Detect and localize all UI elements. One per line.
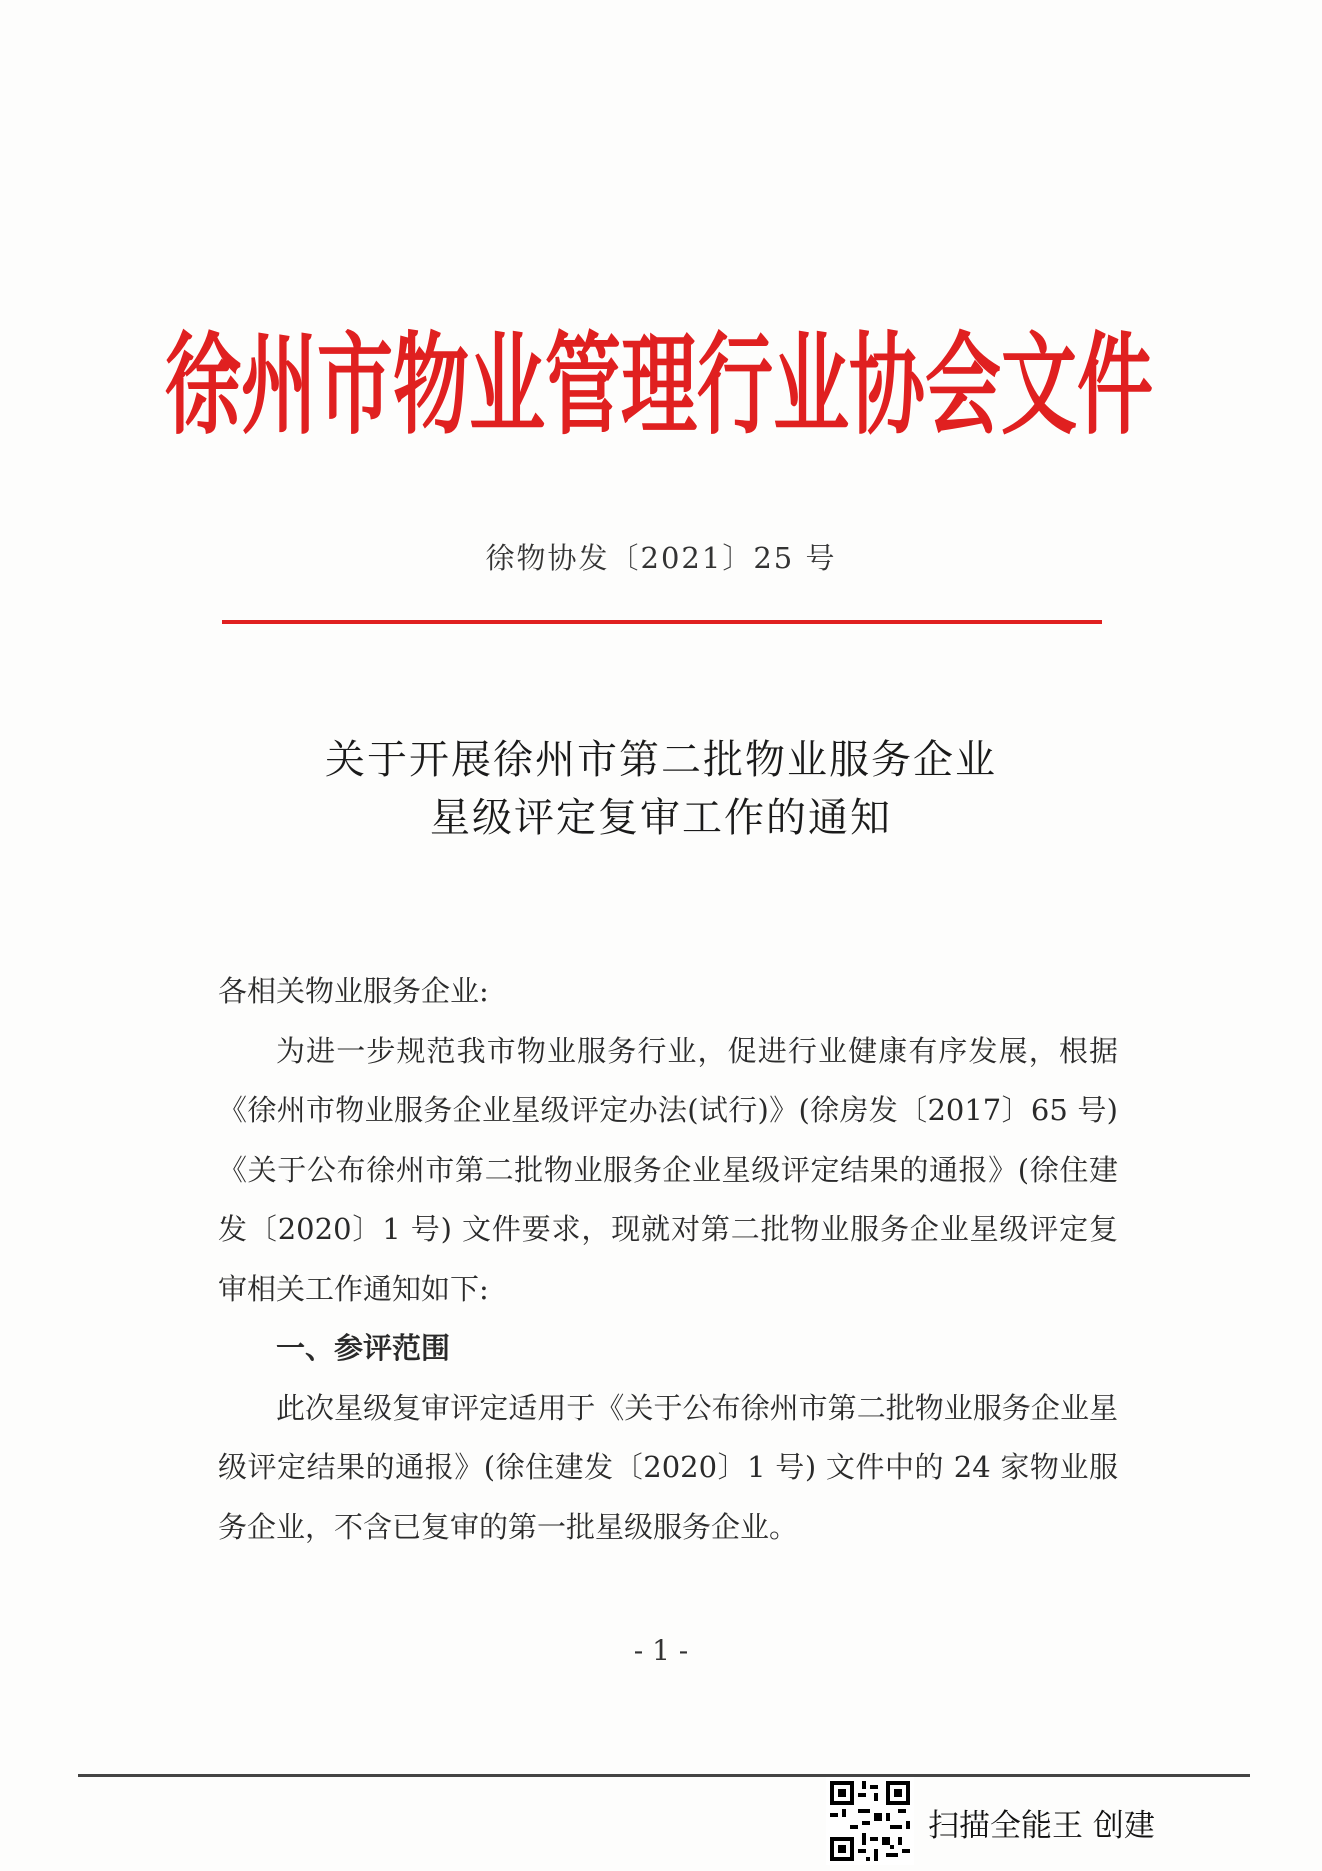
- red-divider: [222, 620, 1102, 624]
- notice-title-line1: 关于开展徐州市第二批物业服务企业: [325, 737, 997, 783]
- qr-code-icon: [826, 1777, 914, 1865]
- page-number: - 1 -: [633, 1634, 689, 1667]
- notice-title-line2: 星级评定复审工作的通知: [430, 795, 892, 841]
- bottom-divider: [78, 1774, 1250, 1777]
- section-heading-scope: 一、参评范围: [276, 1331, 451, 1365]
- masthead-text: 徐州市物业管理行业协会文件: [165, 320, 1153, 450]
- document-body: [218, 962, 1118, 1557]
- scanner-watermark: 扫描全能王 创建: [928, 1808, 1155, 1844]
- document-number: 徐物协发〔2021〕25 号: [485, 541, 837, 575]
- paragraph-scope: 此次星级复审评定适用于《关于公布徐州市第二批物业服务企业星级评定结果的通报》(徐住建发〔2020〕1 号) 文件中的 24 家物业服务企业，不含已复审的第一批星级服务企业。: [218, 1390, 1118, 1544]
- paragraph-intro: 为进一步规范我市物业服务行业，促进行业健康有序发展，根据《徐州市物业服务企业星级评定办法(试行)》(徐房发〔2017〕65 号)《关于公布徐州市第二批物业服务企业星级评定结果的通报》(徐住建发〔2020〕1 号) 文件要求，现就对第二批物业服务企业星级评定复审相关工作通知如下:: [218, 1033, 1118, 1306]
- masthead: [165, 306, 1153, 450]
- salutation: 各相关物业服务企业:: [218, 974, 489, 1008]
